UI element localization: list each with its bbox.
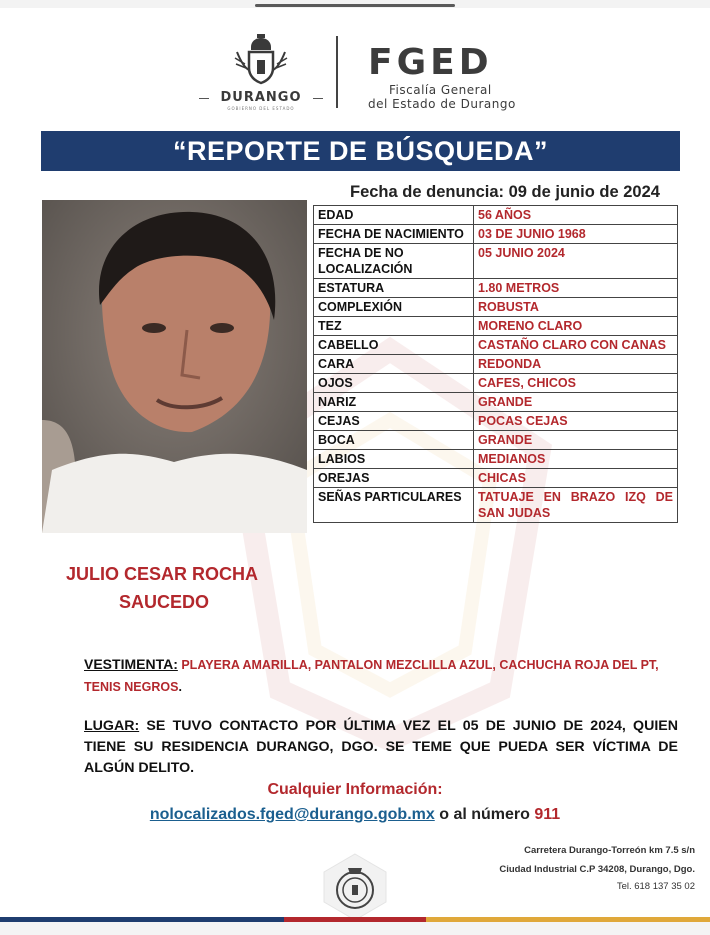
table-row — [314, 450, 678, 469]
description-table — [313, 205, 678, 523]
detail-value: ROBUSTA — [474, 298, 678, 317]
table-row — [314, 374, 678, 393]
header-divider — [336, 36, 338, 108]
detail-value: 03 DE JUNIO 1968 — [474, 225, 678, 244]
table-row — [314, 431, 678, 450]
durango-logo — [197, 34, 325, 110]
location-label: LUGAR: — [84, 718, 140, 734]
detail-label: NARIZ — [314, 393, 474, 412]
detail-value: REDONDA — [474, 355, 678, 374]
agency-name-line2: del Estado de Durango — [368, 97, 516, 111]
detail-label: BOCA — [314, 431, 474, 450]
table-row — [314, 317, 678, 336]
location-text: SE TUVO CONTACTO POR ÚLTIMA VEZ EL 05 DE JUNIO DE 2024, QUIEN TIENE SU RESIDENCIA DURANGO, DGO. SE TEME QUE PUEDA SER VÍCTIMA DE ALGÚN DELITO. — [84, 718, 678, 776]
top-bar — [0, 0, 710, 8]
footer-seal-icon — [320, 852, 390, 922]
detail-value: 56 AÑOS — [474, 206, 678, 225]
detail-value: 1.80 METROS — [474, 279, 678, 298]
detail-value: MORENO CLARO — [474, 317, 678, 336]
address-line1: Carretera Durango-Torreón km 7.5 s/n — [524, 845, 695, 856]
detail-label: OJOS — [314, 374, 474, 393]
detail-value: POCAS CEJAS — [474, 412, 678, 431]
detail-value: CAFES, CHICOS — [474, 374, 678, 393]
detail-label: ESTATURA — [314, 279, 474, 298]
table-row — [314, 412, 678, 431]
table-row — [314, 244, 678, 279]
state-name: DURANGO — [197, 90, 325, 105]
detail-label: SEÑAS PARTICULARES — [314, 488, 474, 523]
agency-acronym: FGED — [368, 42, 493, 83]
table-row — [314, 298, 678, 317]
person-name-line2: SAUCEDO — [119, 592, 210, 612]
agency-name-line1: Fiscalía General — [389, 83, 492, 97]
clothing-label: VESTIMENTA: — [84, 656, 178, 672]
clothing-description: VESTIMENTA: PLAYERA AMARILLA, PANTALON MEZCLILLA AZUL, CACHUCHA ROJA DEL PT, TENIS NEGROS. — [84, 656, 659, 694]
durango-crest-icon — [233, 34, 289, 86]
contact-heading: Cualquier Información: — [267, 781, 443, 798]
table-row — [314, 393, 678, 412]
contact-line — [0, 806, 710, 824]
detail-label: CARA — [314, 355, 474, 374]
detail-label: CABELLO — [314, 336, 474, 355]
bottom-bar — [0, 922, 710, 935]
table-row — [314, 225, 678, 244]
header — [0, 30, 710, 115]
person-photo-icon — [42, 200, 307, 533]
detail-value: MEDIANOS — [474, 450, 678, 469]
detail-label: OREJAS — [314, 469, 474, 488]
table-row — [314, 336, 678, 355]
table-row — [314, 206, 678, 225]
address-line2: Ciudad Industrial C.P 34208, Durango, Dgo. — [499, 864, 695, 875]
contact-phone: 911 — [534, 806, 561, 823]
location-description — [84, 716, 678, 779]
missing-person-photo — [42, 200, 307, 533]
detail-value: 05 JUNIO 2024 — [474, 244, 678, 279]
table-row — [314, 488, 678, 523]
detail-value: TATUAJE EN BRAZO IZQ DE SAN JUDAS — [474, 488, 678, 523]
report-title: “REPORTE DE BÚSQUEDA” — [41, 131, 680, 171]
contact-connector: o al número — [439, 806, 530, 823]
contact-email-link[interactable]: nolocalizados.fged@durango.gob.mx — [149, 806, 435, 823]
detail-label: LABIOS — [314, 450, 474, 469]
detail-label: COMPLEXIÓN — [314, 298, 474, 317]
table-row — [314, 469, 678, 488]
table-row — [314, 279, 678, 298]
detail-value: CASTAÑO CLARO CON CANAS — [474, 336, 678, 355]
detail-label: FECHA DE NO LOCALIZACIÓN — [314, 244, 474, 279]
detail-value: GRANDE — [474, 393, 678, 412]
detail-label: EDAD — [314, 206, 474, 225]
report-date: Fecha de denuncia: 09 de junio de 2024 — [350, 183, 660, 201]
address-phone: Tel. 618 137 35 02 — [616, 881, 695, 892]
table-row — [314, 355, 678, 374]
detail-value: CHICAS — [474, 469, 678, 488]
state-tagline: GOBIERNO DEL ESTADO — [227, 106, 295, 111]
detail-label: TEZ — [314, 317, 474, 336]
clothing-text: PLAYERA AMARILLA, PANTALON MEZCLILLA AZUL, CACHUCHA ROJA DEL PT, TENIS NEGROS — [84, 658, 659, 694]
detail-value: GRANDE — [474, 431, 678, 450]
detail-label: CEJAS — [314, 412, 474, 431]
person-name-line1: JULIO CESAR ROCHA — [66, 564, 259, 584]
detail-label: FECHA DE NACIMIENTO — [314, 225, 474, 244]
